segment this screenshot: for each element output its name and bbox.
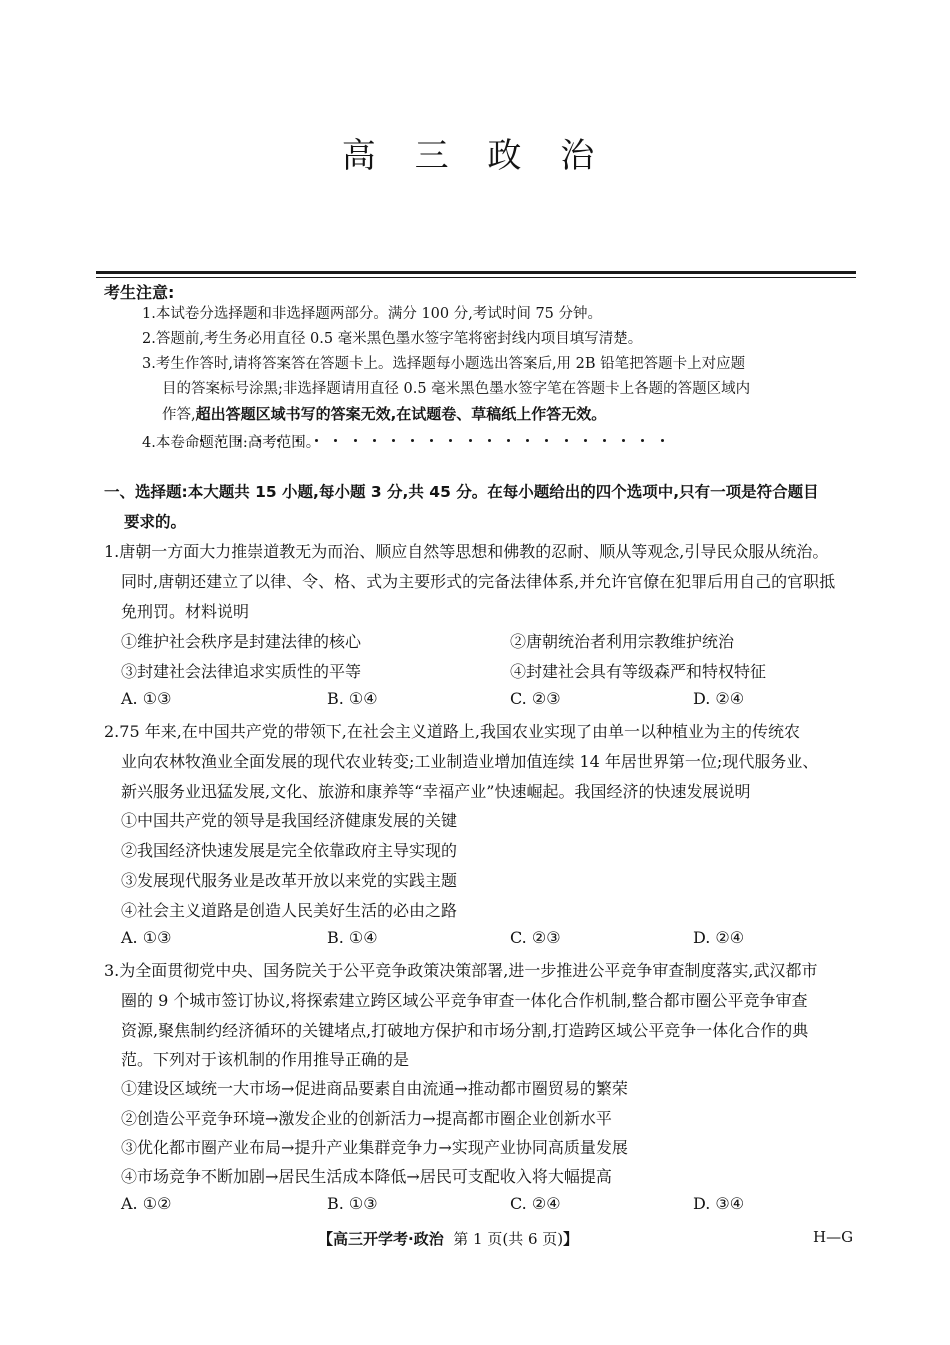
- q2-item-2: ②我国经济快速发展是完全依靠政府主导实现的: [121, 841, 458, 860]
- q3-choice-c[interactable]: C. ②④: [510, 1194, 561, 1213]
- q1-item-2: ②唐朝统治者利用宗教维护统治: [510, 632, 735, 651]
- section-heading-line1: 一、选择题:本大题共 15 小题,每小题 3 分,共 45 分。在每小题给出的四个选项中,只有一项是符合题目: [104, 483, 819, 501]
- divider-thick: [96, 271, 856, 274]
- notice-item-4: 4.本卷命题范围:高考范围。: [142, 435, 321, 451]
- q3-stem-line3: 资源,聚焦制约经济循环的关键堵点,打破地方保护和市场分割,打造跨区域公平竞争一体化合作的典: [121, 1021, 809, 1040]
- q1-stem-line1: 1.唐朝一方面大力推崇道教无为而治、顺应自然等思想和佛教的忍耐、顺从等观念,引导民众服从统治。: [104, 542, 829, 561]
- notice-item-1: 1.本试卷分选择题和非选择题两部分。满分 100 分,考试时间 75 分钟。: [142, 306, 603, 322]
- q1-item-1: ①维护社会秩序是封建法律的核心: [121, 632, 362, 651]
- q1-stem-line2: 同时,唐朝还建立了以律、令、格、式为主要形式的完备法律体系,并允许官僚在犯罪后用自己的官职抵: [121, 572, 836, 591]
- q2-item-4: ④社会主义道路是创造人民美好生活的必由之路: [121, 901, 458, 920]
- q1-choice-d[interactable]: D. ②④: [693, 689, 745, 708]
- footer-page-number: 第 1 页(共 6 页): [453, 1230, 564, 1248]
- q2-stem-line3: 新兴服务业迅猛发展,文化、旅游和康养等“幸福产业”快速崛起。我国经济的快速发展说明: [121, 782, 751, 801]
- q2-choice-c[interactable]: C. ②③: [510, 928, 561, 947]
- q2-stem-line2: 业向农林牧渔业全面发展的现代农业转变;工业制造业增加值连续 14 年居世界第一位;现代服务业、: [121, 752, 819, 771]
- q1-choice-a[interactable]: A. ①③: [121, 689, 172, 708]
- notice-item-3-end: [162, 402, 882, 428]
- q3-choice-d[interactable]: D. ③④: [693, 1194, 745, 1213]
- footer-exam-name: 高三开学考·政治: [333, 1230, 444, 1248]
- q1-choice-b[interactable]: B. ①④: [327, 689, 378, 708]
- q3-item-2: ②创造公平竞争环境→激发企业的创新活力→提高都市圈企业创新水平: [121, 1109, 612, 1128]
- q3-item-1: ①建设区域统一大市场→促进商品要素自由流通→推动都市圈贸易的繁荣: [121, 1079, 628, 1098]
- notice-item-3-cont: 目的答案标号涂黑;非选择题请用直径 0.5 毫米黑色墨水签字笔在答题卡上各题的答题区域内: [162, 381, 751, 397]
- q1-choice-c[interactable]: C. ②③: [510, 689, 561, 708]
- q3-stem-line4: 范。下列对于该机制的作用推导正确的是: [121, 1050, 410, 1069]
- notice-item-3-prefix: 作答,: [162, 407, 196, 423]
- q2-item-3: ③发展现代服务业是改革开放以来党的实践主题: [121, 871, 458, 890]
- footer-bracket-right: 】: [563, 1230, 579, 1248]
- q3-stem-line1: 3.为全面贯彻党中央、国务院关于公平竞争政策决策部署,进一步推进公平竞争审查制度落实,武汉都市: [104, 961, 818, 980]
- q3-item-3: ③优化都市圈产业布局→提升产业集群竞争力→实现产业协同高质量发展: [121, 1138, 628, 1157]
- footer-code: H—G: [813, 1228, 854, 1246]
- q1-stem-line3: 免刑罚。材料说明: [121, 602, 250, 621]
- q2-choice-b[interactable]: B. ①④: [327, 928, 378, 947]
- divider-thin: [96, 277, 856, 278]
- q1-item-3: ③封建社会法律追求实质性的平等: [121, 662, 362, 681]
- q2-item-1: ①中国共产党的领导是我国经济健康发展的关键: [121, 811, 458, 830]
- q1-item-4: ④封建社会具有等级森严和特权特征: [510, 662, 767, 681]
- notice-heading: 考生注意:: [104, 283, 175, 302]
- q3-stem-line2: 圈的 9 个城市签订协议,将探索建立跨区域公平竞争审查一体化合作机制,整合都市圈公平竞争审查: [121, 991, 808, 1010]
- notice-emphasis: 超出答题区域书写的答案无效,在试题卷、草稿纸上作答无效。: [195, 405, 607, 423]
- footer-bracket-left: 【: [318, 1230, 334, 1248]
- page-title: 高 三 政 治: [341, 136, 609, 176]
- q2-choice-a[interactable]: A. ①③: [121, 928, 172, 947]
- q3-choice-b[interactable]: B. ①③: [327, 1194, 378, 1213]
- section-heading-line2: 要求的。: [124, 513, 187, 531]
- q2-choice-d[interactable]: D. ②④: [693, 928, 745, 947]
- q2-stem-line1: 2.75 年来,在中国共产党的带领下,在社会主义道路上,我国农业实现了由单一以种植业为主的传统农: [104, 722, 800, 741]
- q3-item-4: ④市场竞争不断加剧→居民生活成本降低→居民可支配收入将大幅提高: [121, 1167, 612, 1186]
- page-footer: [318, 1228, 578, 1249]
- q3-choice-a[interactable]: A. ①②: [121, 1194, 172, 1213]
- notice-item-2: 2.答题前,考生务必用直径 0.5 毫米黑色墨水签字笔将密封线内项目填写清楚。: [142, 331, 643, 347]
- notice-item-3: 3.考生作答时,请将答案答在答题卡上。选择题每小题选出答案后,用 2B 铅笔把答题卡上对应题: [142, 356, 746, 372]
